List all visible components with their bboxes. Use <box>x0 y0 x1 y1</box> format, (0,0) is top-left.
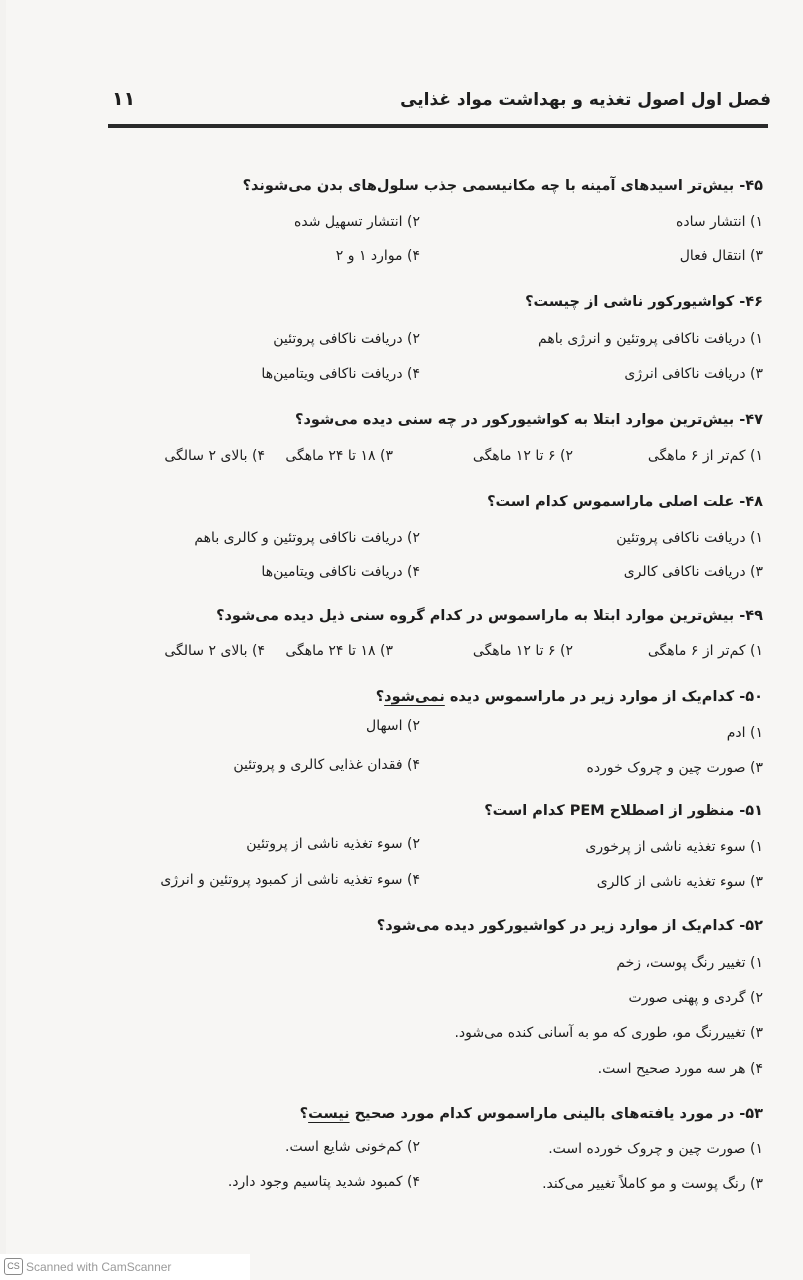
question-50-text: ۵۰- کدام‌یک از موارد زیر در ماراسموس دیده <box>444 689 763 705</box>
question-45: ۴۵- بیش‌تر اسیدهای آمینه با چه مکانیسمی جذب سلول‌های بدن می‌شوند؟ <box>242 178 763 194</box>
q50-option-2: ۲) اسهال <box>366 718 420 734</box>
q46-option-4: ۴) دریافت ناکافی ویتامین‌ها <box>261 366 420 382</box>
page-number: ۱۱ <box>112 88 136 110</box>
q49-option-3: ۳) ۱۸ تا ۲۴ ماهگی <box>285 643 393 659</box>
question-50 <box>376 689 763 705</box>
q53-option-3: ۳) رنگ پوست و مو کاملاً تغییر می‌کند. <box>542 1176 763 1192</box>
q51-option-4: ۴) سوء تغذیه ناشی از کمبود پروتئین و انرژی <box>160 872 420 888</box>
q50-option-4: ۴) فقدان غذایی کالری و پروتئین <box>233 757 420 773</box>
q50-option-1: ۱) ادم <box>726 725 763 741</box>
q49-option-4: ۴) بالای ۲ سالگی <box>164 643 265 659</box>
q48-option-2: ۲) دریافت ناکافی پروتئین و کالری باهم <box>194 530 420 546</box>
q47-option-4: ۴) بالای ۲ سالگی <box>164 448 265 464</box>
question-53-text: ۵۳- در مورد یافته‌های بالینی ماراسموس کدام مورد صحیح <box>349 1106 763 1122</box>
q50-option-3: ۳) صورت چین و چروک خورده <box>586 760 763 776</box>
q49-option-1: ۱) کم‌تر از ۶ ماهگی <box>647 643 763 659</box>
q45-option-2: ۲) انتشار تسهیل شده <box>294 214 420 230</box>
q46-option-1: ۱) دریافت ناکافی پروتئین و انرژی باهم <box>538 331 763 347</box>
page-header <box>106 88 771 120</box>
question-53-mark: ؟ <box>299 1106 309 1122</box>
q52-option-3: ۳) تغییررنگ مو، طوری که مو به آسانی کنده می‌شود. <box>454 1025 763 1041</box>
q46-option-3: ۳) دریافت ناکافی انرژی <box>624 366 763 382</box>
q47-option-1: ۱) کم‌تر از ۶ ماهگی <box>647 448 763 464</box>
watermark-label: Scanned with CamScanner <box>26 1260 172 1274</box>
camscanner-logo-icon: CS <box>4 1258 23 1275</box>
q53-option-1: ۱) صورت چین و چروک خورده است. <box>548 1141 763 1157</box>
q48-option-3: ۳) دریافت ناکافی کالری <box>623 564 763 580</box>
question-53 <box>300 1106 763 1122</box>
question-47: ۴۷- بیش‌ترین موارد ابتلا به کواشیورکور در چه سنی دیده می‌شود؟ <box>295 412 763 428</box>
q53-option-4: ۴) کمبود شدید پتاسیم وجود دارد. <box>227 1174 420 1190</box>
question-46: ۴۶- کواشیورکور ناشی از چیست؟ <box>525 294 763 310</box>
q51-option-3: ۳) سوء تغذیه ناشی از کالری <box>596 874 763 890</box>
book-page <box>6 0 803 1280</box>
q51-option-1: ۱) سوء تغذیه ناشی از پرخوری <box>585 839 763 855</box>
q47-option-2: ۲) ۶ تا ۱۲ ماهگی <box>472 448 573 464</box>
question-51: ۵۱- منظور از اصطلاح PEM کدام است؟ <box>484 803 763 819</box>
q47-option-3: ۳) ۱۸ تا ۲۴ ماهگی <box>285 448 393 464</box>
q52-option-1: ۱) تغییر رنگ پوست، زخم <box>616 955 763 971</box>
question-49: ۴۹- بیش‌ترین موارد ابتلا به ماراسموس در کدام گروه سنی ذیل دیده می‌شود؟ <box>216 608 763 624</box>
question-48: ۴۸- علت اصلی ماراسموس کدام است؟ <box>487 494 763 510</box>
chapter-title: فصل اول اصول تغذیه و بهداشت مواد غذایی <box>400 90 771 110</box>
q48-option-1: ۱) دریافت ناکافی پروتئین <box>616 530 763 546</box>
question-53-negation: نیست <box>308 1106 350 1122</box>
q46-option-2: ۲) دریافت ناکافی پروتئین <box>273 331 420 347</box>
q49-option-2: ۲) ۶ تا ۱۲ ماهگی <box>472 643 573 659</box>
question-50-mark: ؟ <box>375 689 385 705</box>
scanner-watermark <box>0 1254 250 1280</box>
question-52: ۵۲- کدام‌یک از موارد زیر در کواشیورکور دیده می‌شود؟ <box>376 918 763 934</box>
q53-option-2: ۲) کم‌خونی شایع است. <box>285 1139 420 1155</box>
q48-option-4: ۴) دریافت ناکافی ویتامین‌ها <box>261 564 420 580</box>
q52-option-2: ۲) گردی و پهنی صورت <box>628 990 763 1006</box>
q45-option-3: ۳) انتقال فعال <box>679 248 763 264</box>
q51-option-2: ۲) سوء تغذیه ناشی از پروتئین <box>246 836 420 852</box>
q45-option-1: ۱) انتشار ساده <box>676 214 763 230</box>
question-50-negation: نمی‌شود <box>384 689 445 705</box>
header-divider <box>108 124 768 128</box>
q52-option-4: ۴) هر سه مورد صحیح است. <box>597 1061 763 1077</box>
q45-option-4: ۴) موارد ۱ و ۲ <box>335 248 420 264</box>
